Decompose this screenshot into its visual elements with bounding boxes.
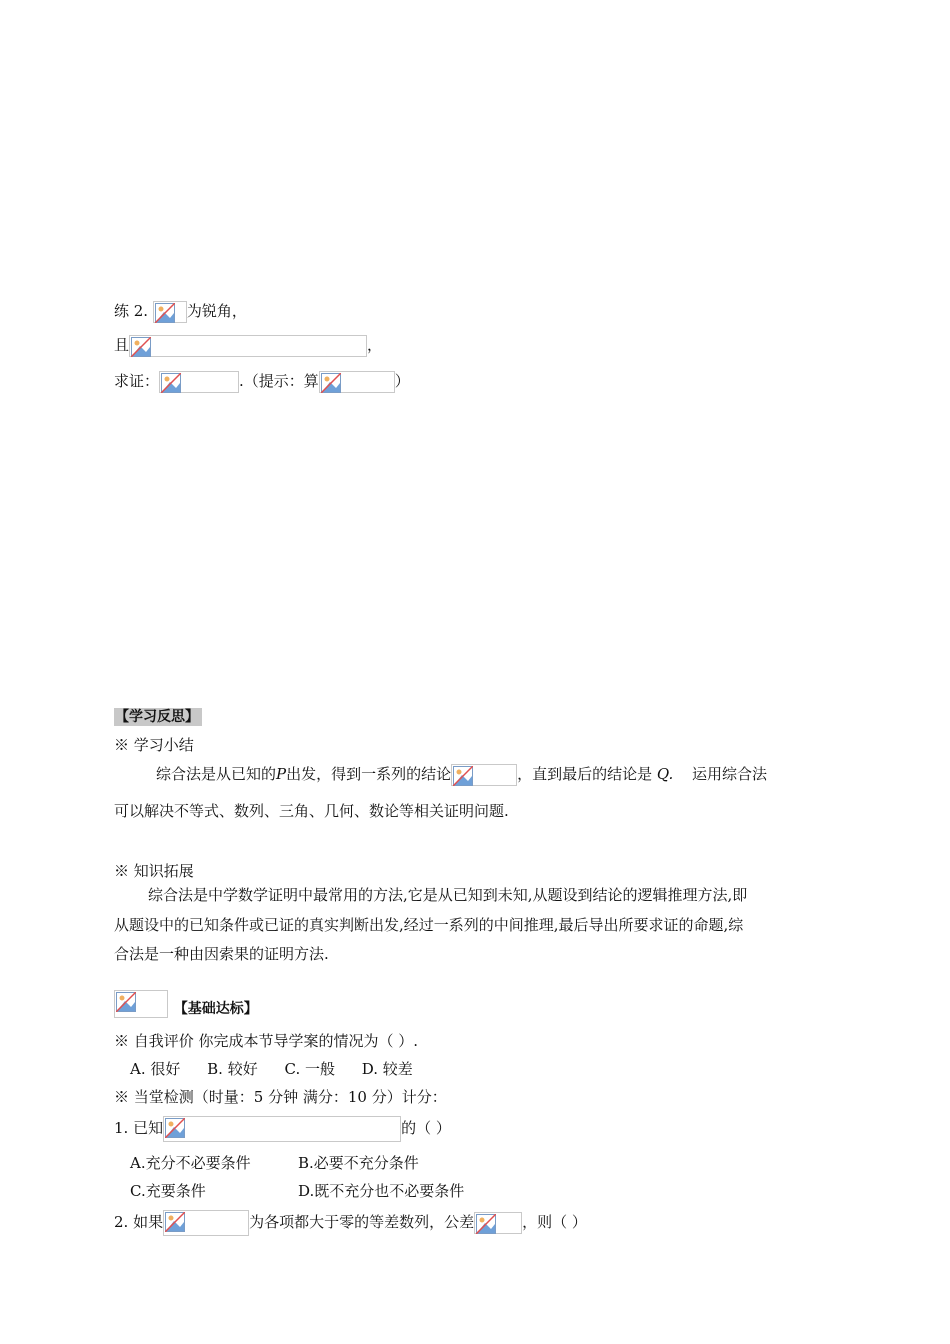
q2-prefix: 2. 如果 xyxy=(114,1213,164,1231)
summary-para-line1 xyxy=(156,763,767,786)
extension-line2: 从题设中的已知条件或已证的真实判断出发,经过一系列的中间推理,最后导出所要求证的命题,综 xyxy=(114,916,744,934)
practice2-label: 练 2. xyxy=(114,302,149,320)
q1-suffix: 的（ ） xyxy=(401,1119,451,1137)
q1-option-b: B.必要不充分条件 xyxy=(298,1154,419,1172)
practice2-hint-close: ） xyxy=(394,372,410,390)
practice2-hint: .（提示：算 xyxy=(239,372,319,390)
basics-heading: 【基础达标】 xyxy=(173,1001,258,1017)
summary-text-a: 综合法是从已知的 xyxy=(156,765,277,783)
q1-option-a: A.充分不必要条件 xyxy=(130,1154,251,1172)
summary-text-c: ，直到最后的结论是 xyxy=(517,765,653,783)
check-title: ※ 当堂检测（时量：5 分钟 满分：10 分）计分： xyxy=(114,1088,447,1106)
broken-image-icon xyxy=(319,371,395,393)
option-b: B. 较好 xyxy=(207,1060,258,1078)
broken-image-icon xyxy=(474,1212,522,1234)
broken-image-icon xyxy=(451,764,517,786)
question-1 xyxy=(114,1116,451,1142)
broken-image-icon xyxy=(153,301,187,323)
extension-line1: 综合法是中学数学证明中最常用的方法,它是从已知到未知,从题设到结论的逻辑推理方法,即 xyxy=(148,886,748,904)
question-2 xyxy=(114,1210,587,1236)
q2-mid: 为各项都大于零的等差数列，公差 xyxy=(249,1213,475,1231)
self-eval-options xyxy=(130,1058,413,1079)
summary-para-line2: 可以解决不等式、数列、三角、几何、数论等相关证明问题. xyxy=(114,802,509,820)
reflection-heading: 【学习反思】 xyxy=(114,708,202,726)
summary-text-d: 运用综合法 xyxy=(692,765,768,783)
q1-option-d: D.既不充分也不必要条件 xyxy=(298,1182,465,1200)
basics-header xyxy=(114,990,261,1018)
summary-title: ※ 学习小结 xyxy=(114,736,194,754)
option-a: A. 很好 xyxy=(130,1060,181,1078)
self-eval: ※ 自我评价 你完成本节导学案的情况为（ ）. xyxy=(114,1032,419,1050)
practice2-line1-text: 为锐角， xyxy=(186,302,247,320)
broken-image-icon xyxy=(159,371,239,393)
practice2-line1 xyxy=(114,300,247,323)
broken-image-icon xyxy=(129,335,367,357)
q1-prefix: 1. 已知 xyxy=(114,1119,164,1137)
q1-option-c: C.充要条件 xyxy=(130,1182,206,1200)
practice2-line2 xyxy=(114,334,382,357)
broken-image-icon xyxy=(114,990,168,1018)
summary-text-b: 出发，得到一系列的结论 xyxy=(286,765,452,783)
broken-image-icon xyxy=(163,1210,249,1236)
summary-var-q: Q. xyxy=(656,765,674,783)
extension-title: ※ 知识拓展 xyxy=(114,862,194,880)
practice2-line2-label: 且 xyxy=(114,336,130,354)
practice2-line3 xyxy=(114,370,410,393)
reflection-section xyxy=(114,706,202,726)
broken-image-icon xyxy=(163,1116,401,1142)
extension-line3: 合法是一种由因索果的证明方法. xyxy=(114,945,329,963)
practice2-prove-label: 求证： xyxy=(114,372,160,390)
summary-var-p: P xyxy=(276,765,287,783)
practice2-line2-suffix: ， xyxy=(367,336,383,354)
q2-suffix: ，则（ ） xyxy=(522,1213,587,1231)
option-d: D. 较差 xyxy=(361,1060,413,1078)
option-c: C. 一般 xyxy=(284,1060,335,1078)
